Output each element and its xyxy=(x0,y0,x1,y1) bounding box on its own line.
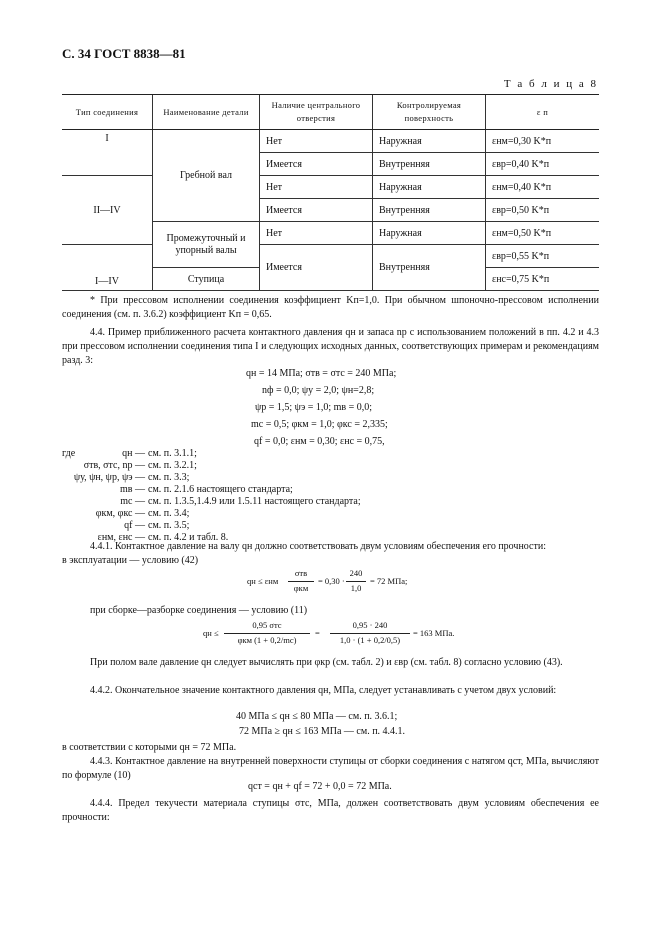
where-symbol: mс — xyxy=(120,496,145,507)
col-header-surface: Контролируемая поверхность xyxy=(373,95,486,130)
cell-part: Гребной вал xyxy=(153,130,260,222)
given-line-4: mс = 0,5; φкм = 1,0; φкс = 2,335; xyxy=(251,419,388,430)
cell-eps: εвр=0,50 K*п xyxy=(486,199,600,222)
given-line-5: qf = 0,0; εнм = 0,30; εнс = 0,75, xyxy=(254,436,385,447)
where-text: см. п. 4.2 и табл. 8. xyxy=(148,532,229,543)
where-text: см. п. 3.1.1; xyxy=(148,448,197,459)
where-text: см. п. 3.5; xyxy=(148,520,190,531)
eq2-frac1-num: 0,95 σтс xyxy=(252,620,282,630)
eq2-frac2-bar xyxy=(330,633,410,634)
footnote: * При прессовом исполнении соединения коэффициент Kп=1,0. При обычном шпоночно-прессовом исполнении соединения (см. п. 3.6.2) коэффициент Kп = 0,65. xyxy=(62,295,599,320)
cell-eps: εнм=0,30 K*п xyxy=(486,130,600,153)
where-text: см. п. 3.3; xyxy=(148,472,190,483)
eq2-frac2-num: 0,95 · 240 xyxy=(352,620,388,630)
cell-surface: Наружная xyxy=(373,130,486,153)
where-text: см. п. 1.3.5,1.4.9 или 1.5.11 настоящего стандарта; xyxy=(148,496,361,507)
table-row xyxy=(62,130,599,153)
where-label: где xyxy=(62,448,76,459)
where-text: см. п. 3.2.1; xyxy=(148,460,197,471)
table-header-row xyxy=(62,95,599,130)
where-symbol: φкм, φкс — xyxy=(95,508,145,519)
where-symbol: σтв, σтс, nр — xyxy=(83,460,145,471)
eq1-frac1-den: φкм xyxy=(293,583,309,593)
cell-hole: Имеется xyxy=(260,245,373,291)
eq1-frac2-bar xyxy=(346,581,366,582)
cell-type-empty xyxy=(62,153,153,176)
cell-eps: εнм=0,50 K*п xyxy=(486,222,600,245)
col-header-eps: ε п xyxy=(486,95,600,130)
where-text: см. п. 3.4; xyxy=(148,508,190,519)
cell-part: Ступица xyxy=(153,268,260,291)
paragraph-4-4-3: 4.4.3. Контактное давление на внутренней поверхности ступицы от сборки соединения с натягом qст, МПа, вычисляют по формуле (10) xyxy=(62,756,599,781)
cell-eps: εнм=0,40 K*п xyxy=(486,176,600,199)
cell-part: Промежуточный и упорный валы xyxy=(153,222,260,268)
cell-hole: Нет xyxy=(260,130,373,153)
cell-hole: Нет xyxy=(260,222,373,245)
table-label: Т а б л и ц а 8 xyxy=(503,78,598,90)
paragraph-exploitation: в эксплуатации — условию (42) xyxy=(62,555,199,566)
cell-hole: Нет xyxy=(260,176,373,199)
cell-surface: Внутренняя xyxy=(373,199,486,222)
where-symbol: εнм, εнс — xyxy=(97,532,145,543)
paragraph-hollow-shaft: При полом вале давление qн следует вычислять при φкр (см. табл. 2) и εвр (см. табл. 8) согласно условию (43). xyxy=(90,657,563,668)
paragraph-assembly: при сборке—разборке соединения — условию (11) xyxy=(90,605,308,616)
where-symbol: ψу, ψн, ψр, ψэ — xyxy=(73,472,145,483)
cell-surface: Внутренняя xyxy=(373,153,486,176)
cell-type: II—IV xyxy=(62,176,153,245)
cell-type: I—IV xyxy=(62,245,153,291)
where-symbol: qf — xyxy=(124,520,145,531)
cell-surface: Наружная xyxy=(373,176,486,199)
cell-hole: Имеется xyxy=(260,199,373,222)
given-line-2: nф = 0,0; ψу = 2,0; ψн=2,8; xyxy=(262,385,375,396)
eq1-rhs: = 72 МПа; xyxy=(370,576,408,586)
given-line-1: qн = 14 МПа; σтв = σтс = 240 МПа; xyxy=(246,368,397,379)
cell-hole: Имеется xyxy=(260,153,373,176)
eq1-frac1-bar xyxy=(288,581,314,582)
cell-eps: εвр=0,40 K*п xyxy=(486,153,600,176)
eq2-frac1-den: φкм (1 + 0,2/mс) xyxy=(237,635,297,645)
eq2-frac1-bar xyxy=(224,633,310,634)
eq2-frac2-den: 1,0 · (1 + 0,2/0,5) xyxy=(339,635,401,645)
table-row xyxy=(62,153,599,176)
eq1-frac2-den: 1,0 xyxy=(350,583,362,593)
table-row xyxy=(62,176,599,199)
eq1-frac1-num: σтв xyxy=(294,568,308,578)
cell-eps: εвр=0,55 K*п xyxy=(486,245,600,268)
eq1-lhs: qн ≤ εнм xyxy=(247,576,279,586)
col-header-type: Тип соединения xyxy=(62,95,153,130)
eq2-lhs: qн ≤ xyxy=(203,628,219,638)
equation-3: qст = qн + qf = 72 + 0,0 = 72 МПа. xyxy=(248,781,392,792)
table-row xyxy=(62,245,599,268)
condition-2: 72 МПа ≥ qн ≤ 163 МПа — см. п. 4.4.1. xyxy=(239,726,406,737)
cell-surface: Наружная xyxy=(373,222,486,245)
given-line-3: ψр = 1,5; ψэ = 1,0; mв = 0,0; xyxy=(255,402,373,413)
cell-surface: Внутренняя xyxy=(373,245,486,291)
where-symbol: mв — xyxy=(120,484,145,495)
table-8 xyxy=(62,94,599,291)
where-text: см. п. 2.1.6 настоящего стандарта; xyxy=(148,484,293,495)
paragraph-4-4-4: 4.4.4. Предел текучести материала ступицы σтс, МПа, должен соответствовать двум условиям обеспечения ее прочности: xyxy=(62,798,599,823)
footnote-divider xyxy=(62,290,128,291)
page-title: С. 34 ГОСТ 8838—81 xyxy=(62,46,186,61)
eq2-mid: = xyxy=(315,628,320,638)
cell-eps: εнс=0,75 K*п xyxy=(486,268,600,291)
paragraph-4-4: 4.4. Пример приближенного расчета контактного давления qн и запаса nр с использованием положений в пп. 4.2 и 4.3 при прессовом исполнении соединения типа I и следующих исходных данных, соответствующих примерам и рекомендациям разд. 3: xyxy=(62,327,599,366)
eq2-rhs: = 163 МПа. xyxy=(413,628,455,638)
eq1-mid: = 0,30 · xyxy=(318,576,345,586)
paragraph-4-4-2: 4.4.2. Окончательное значение контактного давления qн, МПа, следует устанавливать с учетом двух условий: xyxy=(90,685,557,696)
paragraph-accordance: в соответствии с которыми qн = 72 МПа. xyxy=(62,742,237,753)
paragraph-4-4-1: 4.4.1. Контактное давление на валу qн должно соответствовать двум условиям обеспечения его прочности: xyxy=(90,541,546,552)
cell-type: I xyxy=(105,133,109,144)
col-header-hole: Наличие центрального отверстия xyxy=(260,95,373,130)
where-symbol: qн — xyxy=(122,448,145,459)
col-header-part: Наименование детали xyxy=(153,95,260,130)
condition-1: 40 МПа ≤ qн ≤ 80 МПа — см. п. 3.6.1; xyxy=(236,711,398,722)
eq1-frac2-num: 240 xyxy=(349,568,363,578)
